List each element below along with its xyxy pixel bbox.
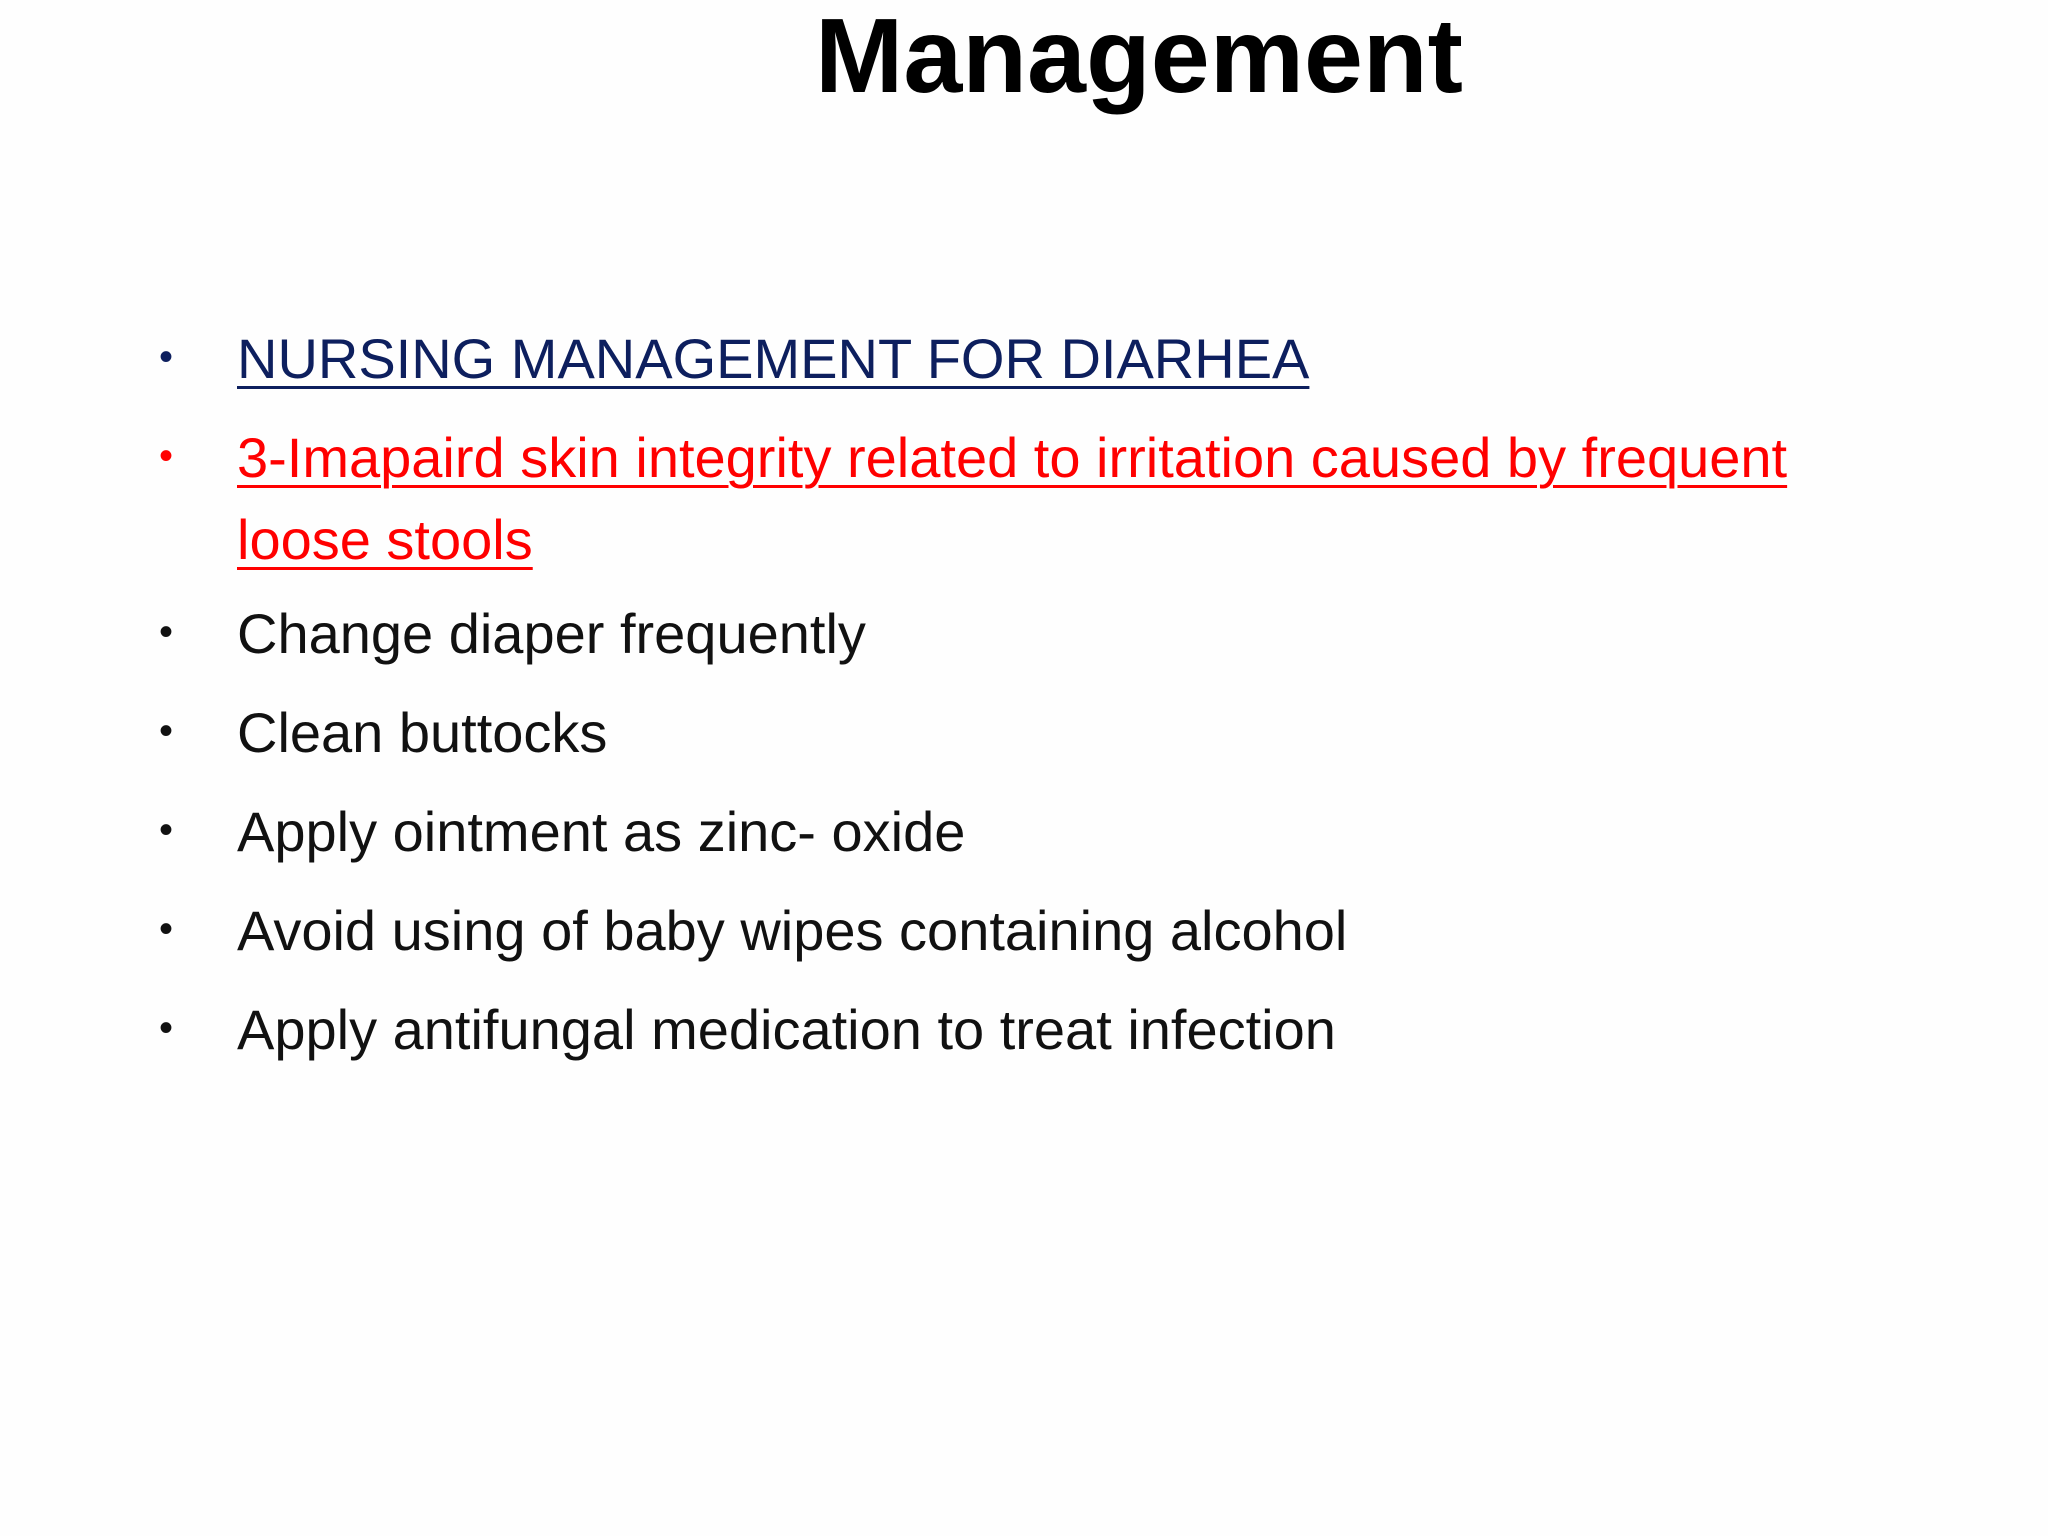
bullet-item-diagnosis (155, 417, 1935, 581)
bullet-item (155, 890, 1935, 972)
bullet-item (155, 791, 1935, 873)
bullet-dot: • (159, 808, 174, 852)
bullet-text: NURSING MANAGEMENT FOR DIARHEA (237, 327, 1310, 390)
bullet-dot: • (159, 1006, 174, 1050)
slide-title: Management (815, 0, 1463, 115)
bullet-text: Apply antifungal medication to treat infection (237, 998, 1336, 1061)
bullet-list (155, 318, 1935, 1088)
bullet-text: Clean buttocks (237, 701, 608, 764)
bullet-item (155, 989, 1935, 1071)
bullet-dot: • (159, 434, 174, 478)
bullet-text: Avoid using of baby wipes containing alcohol (237, 899, 1348, 962)
bullet-item (155, 593, 1935, 675)
bullet-text: Apply ointment as zinc- oxide (237, 800, 966, 863)
bullet-text: 3-Imapaird skin integrity related to irritation caused by frequent loose stools (237, 426, 1788, 571)
bullet-text: Change diaper frequently (237, 602, 866, 665)
bullet-item-heading (155, 318, 1935, 400)
bullet-dot: • (159, 610, 174, 654)
bullet-dot: • (159, 907, 174, 951)
bullet-item (155, 692, 1935, 774)
bullet-dot: • (159, 709, 174, 753)
bullet-dot: • (159, 335, 174, 379)
